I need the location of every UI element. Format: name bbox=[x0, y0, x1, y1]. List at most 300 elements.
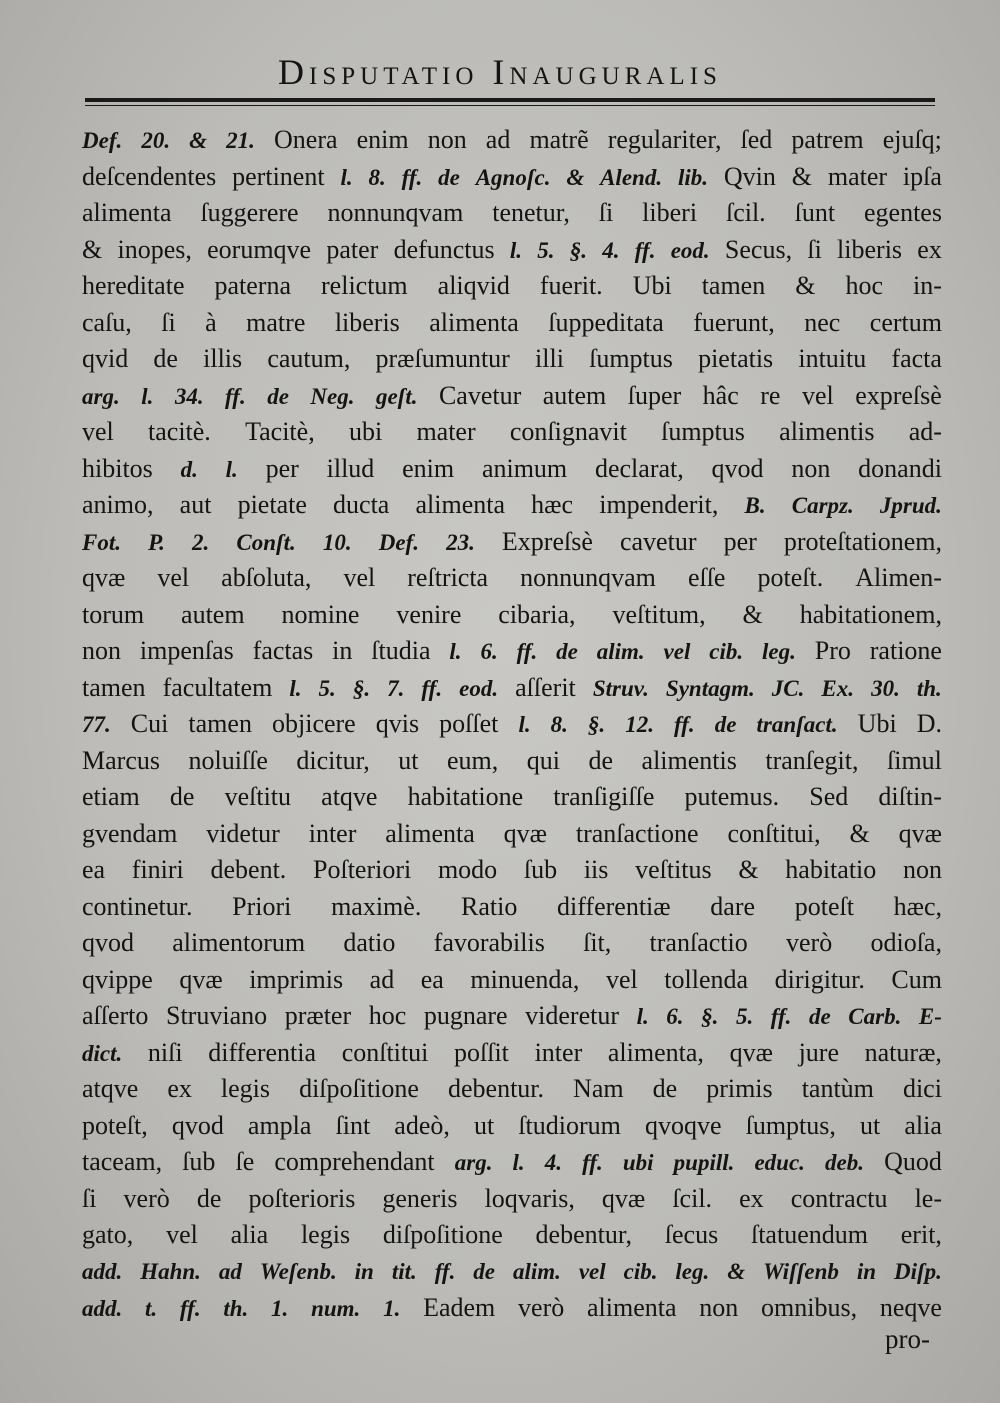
word: Fot. bbox=[82, 529, 121, 555]
word: l. bbox=[512, 1150, 525, 1175]
word: ſuper bbox=[627, 380, 682, 410]
word: Secus, bbox=[724, 234, 793, 264]
word: 23. bbox=[446, 529, 475, 555]
word: ſumptus bbox=[589, 344, 673, 373]
word: de bbox=[473, 1258, 496, 1284]
text-line bbox=[82, 451, 942, 488]
word: & bbox=[795, 271, 816, 300]
word: aut bbox=[179, 490, 212, 519]
word: Marcus bbox=[82, 745, 160, 775]
word: pietate bbox=[237, 490, 307, 519]
word: Neg. bbox=[310, 383, 355, 409]
word: qvid bbox=[82, 344, 129, 373]
text-line bbox=[82, 378, 942, 415]
word: poteſt bbox=[794, 891, 854, 921]
word: ad- bbox=[908, 417, 942, 446]
word: eod. bbox=[670, 237, 710, 263]
word: atqve bbox=[82, 1074, 139, 1103]
word: Cui bbox=[130, 709, 169, 738]
word: taceam, bbox=[82, 1147, 163, 1176]
word: Ratio bbox=[461, 891, 518, 921]
word: niſi bbox=[147, 1037, 183, 1067]
word: deb. bbox=[825, 1150, 864, 1175]
text-line bbox=[82, 889, 942, 926]
word: B. bbox=[744, 493, 766, 518]
word: 6. bbox=[666, 1004, 684, 1029]
word: eſſe bbox=[687, 563, 726, 592]
word: verò bbox=[518, 1293, 565, 1322]
word: primis bbox=[706, 1074, 773, 1103]
word: facultatem bbox=[162, 672, 273, 702]
word: t. bbox=[145, 1296, 158, 1321]
word: vel bbox=[166, 1220, 198, 1249]
word: 1. bbox=[383, 1296, 401, 1321]
word: legis bbox=[220, 1074, 271, 1103]
word: Eadem bbox=[423, 1293, 496, 1322]
word: putemus. bbox=[684, 782, 780, 811]
word: ipſa bbox=[902, 161, 942, 191]
word: l. bbox=[225, 456, 238, 482]
word: qvis bbox=[375, 709, 420, 738]
word: ff. bbox=[674, 712, 695, 737]
text-line bbox=[82, 925, 942, 962]
word: dici bbox=[902, 1074, 942, 1103]
word: odioſa, bbox=[870, 928, 942, 957]
word: tantùm bbox=[801, 1074, 874, 1103]
word: deſcendentes bbox=[82, 161, 217, 191]
word: egentes bbox=[863, 198, 942, 227]
word: & bbox=[189, 128, 208, 153]
word: modo bbox=[437, 855, 498, 884]
word: gato, bbox=[82, 1220, 134, 1249]
word: ut bbox=[398, 745, 419, 775]
word: videtur bbox=[206, 818, 280, 848]
word: diſpoſitione bbox=[382, 1220, 503, 1249]
word: ut bbox=[860, 1110, 881, 1140]
word: contractu bbox=[790, 1183, 888, 1213]
word: ſe bbox=[235, 1147, 255, 1176]
text-line bbox=[82, 1254, 942, 1291]
word: alimentorum bbox=[172, 928, 306, 957]
word: poteſt. bbox=[757, 563, 824, 592]
word: ſub bbox=[182, 1147, 216, 1176]
word: continetur. bbox=[82, 891, 193, 921]
word: non bbox=[791, 453, 831, 483]
word: jure bbox=[798, 1037, 839, 1067]
word: hâc bbox=[702, 380, 739, 410]
word: abſoluta, bbox=[221, 563, 312, 592]
word: nonnunqvam bbox=[520, 563, 656, 592]
word: ad bbox=[485, 125, 511, 154]
word: de bbox=[714, 712, 737, 737]
word: non bbox=[427, 125, 467, 154]
word: autem bbox=[542, 380, 607, 410]
word: poſſet bbox=[439, 709, 499, 738]
word: alim. bbox=[596, 639, 645, 664]
word: vel bbox=[578, 1258, 606, 1284]
word: liberis bbox=[837, 234, 903, 264]
word: tamen bbox=[701, 271, 766, 300]
running-header: Disputatio Inauguralis bbox=[278, 52, 722, 92]
word: tamen bbox=[188, 709, 252, 738]
word: ſi bbox=[161, 307, 176, 337]
word: ſecus bbox=[664, 1220, 719, 1249]
word: non bbox=[699, 1293, 739, 1322]
word: ſi bbox=[807, 234, 822, 264]
word: ubi bbox=[348, 417, 383, 446]
text-line bbox=[82, 524, 942, 561]
word: add. bbox=[82, 1296, 123, 1321]
word: vel bbox=[157, 563, 190, 592]
text-line bbox=[82, 670, 942, 707]
word: alia bbox=[230, 1220, 269, 1249]
word: cavetur bbox=[619, 526, 697, 556]
word: videretur bbox=[525, 1001, 619, 1030]
word: facta bbox=[891, 344, 942, 373]
word: etiam bbox=[82, 782, 140, 811]
word: 34. bbox=[174, 383, 204, 409]
word: 7. bbox=[387, 675, 405, 701]
word: 5. bbox=[735, 1004, 754, 1029]
word: alimenta bbox=[429, 307, 519, 337]
word: ſint bbox=[335, 1110, 371, 1140]
word: Conſt. bbox=[236, 529, 296, 555]
word: alimenta bbox=[587, 1293, 677, 1322]
word: debent. bbox=[210, 855, 287, 884]
header-rule bbox=[85, 98, 935, 106]
word: ſuggerere bbox=[200, 198, 299, 227]
word: conſignavit bbox=[509, 417, 627, 446]
word: 12. bbox=[625, 712, 654, 737]
word: alimenta bbox=[415, 490, 506, 519]
word: ſumptus, bbox=[745, 1110, 836, 1140]
word: 4. bbox=[602, 237, 620, 263]
word: animo, bbox=[82, 490, 154, 519]
text-line bbox=[82, 1144, 942, 1181]
word: tranſigiſſe bbox=[553, 782, 655, 811]
word: ſed bbox=[740, 125, 773, 154]
word: ratione bbox=[869, 636, 942, 665]
word: 6. bbox=[480, 639, 498, 664]
word: proteſtationem, bbox=[783, 526, 942, 556]
word: tenetur, bbox=[492, 198, 570, 227]
word: noluiſſe bbox=[188, 745, 268, 775]
word: qui bbox=[526, 745, 560, 775]
word: Struviano bbox=[166, 1001, 268, 1030]
word: l. bbox=[340, 164, 353, 190]
text-line bbox=[82, 414, 942, 451]
word: defunctus bbox=[393, 234, 495, 264]
word: Tacitè, bbox=[245, 417, 315, 446]
word: cib. bbox=[709, 639, 744, 664]
word: enim bbox=[402, 453, 455, 483]
word: eorumqve bbox=[207, 234, 312, 264]
text-line bbox=[82, 743, 942, 780]
word: adeò, bbox=[394, 1110, 450, 1140]
word: minuenda, bbox=[470, 964, 580, 994]
word: vel bbox=[605, 964, 638, 994]
word: dare bbox=[710, 891, 756, 921]
text-line bbox=[82, 816, 942, 853]
word: Cavetur bbox=[438, 380, 522, 410]
word: conſtitui bbox=[341, 1037, 429, 1067]
word: qvæ bbox=[179, 964, 223, 994]
word: th. bbox=[223, 1296, 249, 1321]
word: ff. bbox=[770, 1004, 792, 1029]
word: poſterioris bbox=[248, 1183, 356, 1213]
word: ſumptus bbox=[661, 417, 745, 446]
word: erit, bbox=[900, 1220, 942, 1249]
word: qvæ bbox=[898, 818, 942, 848]
word: venire bbox=[396, 599, 462, 629]
word: relictum bbox=[321, 271, 408, 300]
word: cibaria, bbox=[498, 599, 576, 629]
word: Weſenb. bbox=[259, 1258, 337, 1284]
catchword: pro- bbox=[885, 1324, 930, 1354]
word: §. bbox=[587, 712, 606, 737]
text-block bbox=[82, 122, 942, 1327]
word: cautum, bbox=[267, 344, 351, 373]
word: de bbox=[267, 383, 289, 409]
word: non bbox=[902, 855, 942, 884]
text-line bbox=[82, 1071, 942, 1108]
word: ſtudia bbox=[371, 636, 431, 665]
text-line bbox=[82, 1217, 942, 1254]
word: tranſegit, bbox=[765, 745, 859, 775]
text-line bbox=[82, 195, 942, 232]
word: expreſsè bbox=[855, 380, 942, 410]
word: pugnare bbox=[423, 1001, 508, 1030]
word: alimenta bbox=[82, 198, 172, 227]
word: hoc bbox=[368, 1001, 407, 1030]
word: 1. bbox=[271, 1296, 289, 1321]
word: Poſteriori bbox=[313, 855, 412, 884]
word: ſub bbox=[523, 855, 558, 884]
word: l. bbox=[636, 1004, 649, 1029]
word: debentur, bbox=[535, 1220, 632, 1249]
word: Def. bbox=[82, 128, 123, 153]
word: qvæ bbox=[82, 563, 126, 592]
word: aliqvid bbox=[437, 271, 510, 300]
word: nomine bbox=[281, 599, 360, 629]
word: ad bbox=[369, 964, 395, 994]
text-line bbox=[82, 998, 942, 1035]
word: Hahn. bbox=[140, 1258, 201, 1284]
word: pertinent bbox=[232, 161, 325, 191]
word: alim. bbox=[512, 1258, 561, 1284]
word: ff. bbox=[179, 1296, 201, 1321]
word: hereditate bbox=[82, 271, 185, 300]
word: præſumuntur bbox=[375, 344, 510, 373]
word: vel bbox=[343, 563, 376, 592]
word: ff. bbox=[582, 1150, 603, 1175]
word: §. bbox=[352, 675, 371, 701]
word: leg. bbox=[762, 639, 796, 664]
text-line bbox=[82, 1108, 942, 1145]
word: JC. bbox=[771, 675, 805, 701]
word: patrem bbox=[791, 125, 864, 154]
word: le- bbox=[914, 1183, 942, 1213]
word: ejuſq; bbox=[882, 125, 942, 154]
word: ducta bbox=[333, 490, 390, 519]
word: qvod bbox=[171, 1110, 224, 1140]
word: verò bbox=[123, 1183, 170, 1213]
word: Nam bbox=[573, 1074, 624, 1103]
word: & bbox=[566, 164, 585, 190]
text-line bbox=[82, 159, 942, 196]
word: Cum bbox=[891, 964, 942, 994]
text-line bbox=[82, 487, 942, 524]
word: l. bbox=[518, 712, 531, 737]
word: ex bbox=[167, 1074, 192, 1103]
word: educ. bbox=[754, 1150, 805, 1175]
word: Priori bbox=[232, 891, 292, 921]
word: hæc bbox=[531, 490, 574, 519]
word: ff. bbox=[401, 164, 423, 190]
word: iis bbox=[583, 855, 609, 884]
word: qvoqve bbox=[644, 1110, 722, 1140]
word: arg. bbox=[454, 1150, 493, 1175]
word: ea bbox=[420, 964, 444, 994]
text-line bbox=[82, 852, 942, 889]
word: poteſt, bbox=[82, 1110, 148, 1140]
word: verò bbox=[786, 928, 833, 957]
word: eum, bbox=[446, 745, 499, 775]
word: tranſactione bbox=[575, 818, 699, 848]
word: & bbox=[742, 599, 763, 629]
word: 2. bbox=[192, 529, 210, 555]
word: per bbox=[723, 526, 757, 556]
word: in- bbox=[913, 271, 942, 300]
word: Qvin bbox=[723, 161, 776, 191]
word: illud bbox=[326, 453, 375, 483]
word: atqve bbox=[321, 782, 378, 811]
word: 30. bbox=[871, 675, 900, 701]
word: 5. bbox=[537, 237, 555, 263]
word: Pro bbox=[814, 636, 851, 665]
word: D. bbox=[916, 709, 942, 738]
text-line bbox=[82, 1035, 942, 1072]
word: tranſact. bbox=[756, 712, 838, 737]
word: de bbox=[153, 344, 178, 373]
word: Ex. bbox=[821, 675, 855, 701]
word: Agnoſc. bbox=[475, 164, 551, 190]
word: ubi bbox=[622, 1150, 654, 1175]
word: & bbox=[738, 855, 759, 884]
word: in bbox=[856, 1258, 877, 1284]
word: de bbox=[652, 1074, 678, 1103]
word: nec bbox=[804, 307, 841, 337]
text-line bbox=[82, 122, 942, 159]
word: 21. bbox=[226, 128, 255, 153]
word: intuitu bbox=[798, 344, 867, 373]
word: mater bbox=[827, 161, 888, 191]
word: ut bbox=[473, 1110, 495, 1140]
word: legis bbox=[300, 1220, 351, 1249]
text-line bbox=[82, 1290, 942, 1327]
word: pater bbox=[326, 234, 379, 264]
word: matre bbox=[246, 307, 306, 337]
word: Sed bbox=[809, 782, 849, 811]
word: Jprud. bbox=[879, 493, 942, 518]
word: Def. bbox=[378, 529, 419, 555]
word: veſtitus bbox=[635, 855, 712, 884]
word: de bbox=[438, 164, 460, 190]
word: de bbox=[809, 1004, 831, 1029]
word: favorabilis bbox=[433, 928, 545, 957]
word: paterna bbox=[214, 271, 292, 300]
word: in bbox=[332, 636, 353, 665]
word: pietatis bbox=[698, 344, 774, 373]
word: matrẽ bbox=[529, 125, 589, 154]
word: naturæ, bbox=[864, 1037, 942, 1067]
word: ſuppeditata bbox=[548, 307, 664, 337]
word: loqvaris, bbox=[484, 1183, 575, 1213]
word: caſu, bbox=[82, 307, 132, 337]
word: Wiſſenb bbox=[763, 1258, 839, 1284]
word: torum bbox=[82, 599, 145, 629]
word: 4. bbox=[544, 1150, 563, 1175]
word: maximè. bbox=[331, 891, 422, 921]
word: donandi bbox=[858, 453, 942, 483]
word: 5. bbox=[318, 675, 336, 701]
word: aſſerit bbox=[515, 672, 576, 702]
word: Expreſsè bbox=[501, 526, 593, 556]
word: alia bbox=[904, 1110, 942, 1140]
word: comprehendant bbox=[274, 1147, 435, 1176]
word: re bbox=[760, 380, 781, 410]
word: inter bbox=[534, 1037, 583, 1067]
word: Quod bbox=[884, 1147, 942, 1176]
word: habitationem, bbox=[799, 599, 942, 629]
word: l. bbox=[289, 675, 302, 701]
word: ea bbox=[82, 855, 106, 884]
word: Ubi bbox=[857, 709, 897, 738]
word: datio bbox=[343, 928, 396, 957]
word: E- bbox=[918, 1004, 942, 1029]
text-line bbox=[82, 962, 942, 999]
word: gvendam bbox=[82, 818, 178, 848]
word: & bbox=[82, 234, 103, 264]
word: qvæ bbox=[601, 1183, 646, 1213]
word: aſſerto bbox=[82, 1001, 149, 1030]
word: ſtatuendum bbox=[750, 1220, 868, 1249]
word: geſt. bbox=[375, 383, 418, 409]
word: leg. bbox=[675, 1258, 710, 1284]
word: generis bbox=[382, 1183, 458, 1213]
word: illis bbox=[203, 344, 243, 373]
word: tollenda bbox=[664, 964, 749, 994]
word: ff. bbox=[421, 675, 443, 701]
word: ſimul bbox=[887, 745, 942, 775]
word: in bbox=[354, 1258, 374, 1284]
word: qvod bbox=[82, 928, 134, 957]
word: Struv. bbox=[592, 675, 649, 701]
word: d. bbox=[180, 456, 198, 482]
word: dirigitur. bbox=[774, 964, 865, 994]
word: Diſp. bbox=[893, 1258, 942, 1284]
word: fuerit. bbox=[539, 271, 603, 300]
word: l. bbox=[141, 383, 154, 409]
word: impenderit, bbox=[599, 490, 719, 519]
word: ſcil. bbox=[672, 1183, 713, 1213]
word: lib. bbox=[677, 164, 708, 190]
word: declarat, bbox=[594, 453, 684, 483]
word: illi bbox=[535, 344, 564, 373]
word: fuerunt, bbox=[693, 307, 775, 337]
word: inter bbox=[308, 818, 357, 848]
word: qvod bbox=[711, 453, 764, 483]
